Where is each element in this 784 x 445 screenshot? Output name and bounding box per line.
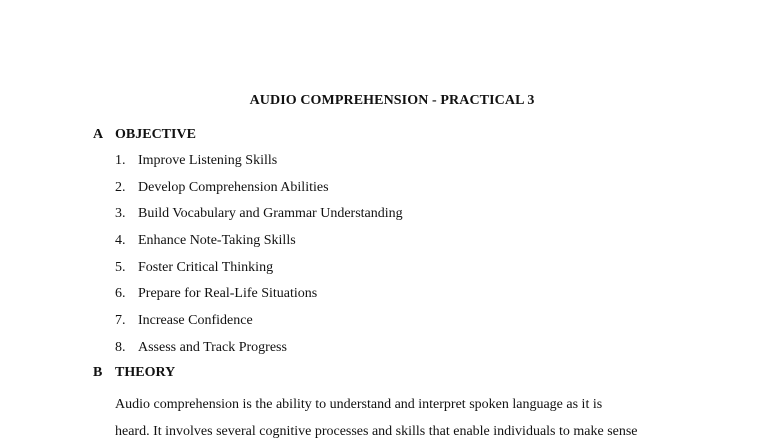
list-number: 4. — [115, 233, 126, 249]
document-title: AUDIO COMPREHENSION - PRACTICAL 3 — [249, 93, 535, 108]
section-theory-heading — [93, 365, 175, 381]
list-number: 5. — [115, 259, 126, 275]
section-objective-heading — [93, 127, 196, 143]
list-text: Enhance Note-Taking Skills — [138, 233, 296, 249]
section-title: OBJECTIVE — [115, 127, 196, 142]
theory-paragraph — [115, 391, 705, 445]
objective-list — [115, 151, 403, 365]
section-letter: B — [93, 365, 103, 380]
list-number: 6. — [115, 286, 126, 302]
list-text: Foster Critical Thinking — [138, 259, 274, 275]
section-letter: A — [93, 127, 104, 142]
list-item — [115, 151, 403, 178]
section-title: THEORY — [115, 365, 176, 380]
list-item — [115, 258, 403, 285]
list-item — [115, 231, 403, 258]
list-text: Increase Confidence — [138, 313, 253, 329]
list-text: Improve Listening Skills — [138, 153, 278, 168]
list-number: 2. — [115, 179, 126, 195]
paragraph-line: heard. It involves several cognitive processes and skills that enable individuals to make sense — [115, 424, 638, 439]
list-text: Build Vocabulary and Grammar Understanding — [138, 206, 403, 222]
list-text: Assess and Track Progress — [138, 339, 287, 355]
list-number: 7. — [115, 313, 126, 329]
list-item — [115, 311, 403, 338]
list-number: 3. — [115, 206, 126, 222]
list-item — [115, 204, 403, 231]
list-item — [115, 178, 403, 205]
list-number: 1. — [115, 153, 126, 168]
paragraph-line: Audio comprehension is the ability to understand and interpret spoken language as it is — [115, 397, 603, 412]
list-text: Prepare for Real-Life Situations — [138, 286, 318, 302]
list-item — [115, 338, 403, 365]
list-number: 8. — [115, 339, 126, 355]
list-text: Develop Comprehension Abilities — [138, 179, 329, 195]
list-item — [115, 284, 403, 311]
